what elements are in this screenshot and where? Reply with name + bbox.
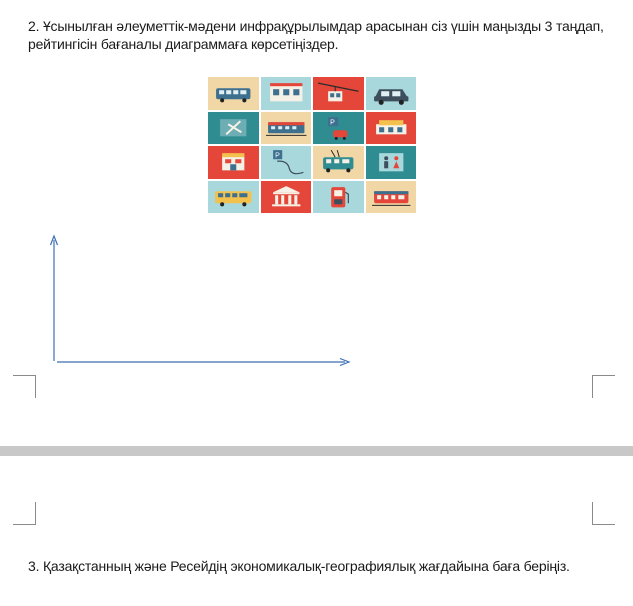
page-break-separator (0, 446, 633, 456)
question-2-text: 2. Ұсынылған әлеуметтік-мәдени инфрақұрылымдар арасынан сіз үшін маңызды 3 таңдап, рейтингісін бағаналы диаграммаға көрсетіңіздер. (28, 18, 604, 52)
page-margin-corner-mark (592, 502, 615, 525)
question-3-text: 3. Қазақстанның және Ресейдің экономикалық-географиялық жағдайына баға беріңіз. (28, 558, 570, 574)
page-margin-corner-mark (13, 502, 36, 525)
page-margin-corner-mark (13, 375, 36, 398)
page-margin-corner-mark (592, 375, 615, 398)
svg-text:P: P (330, 119, 335, 127)
svg-text:P: P (274, 152, 280, 160)
